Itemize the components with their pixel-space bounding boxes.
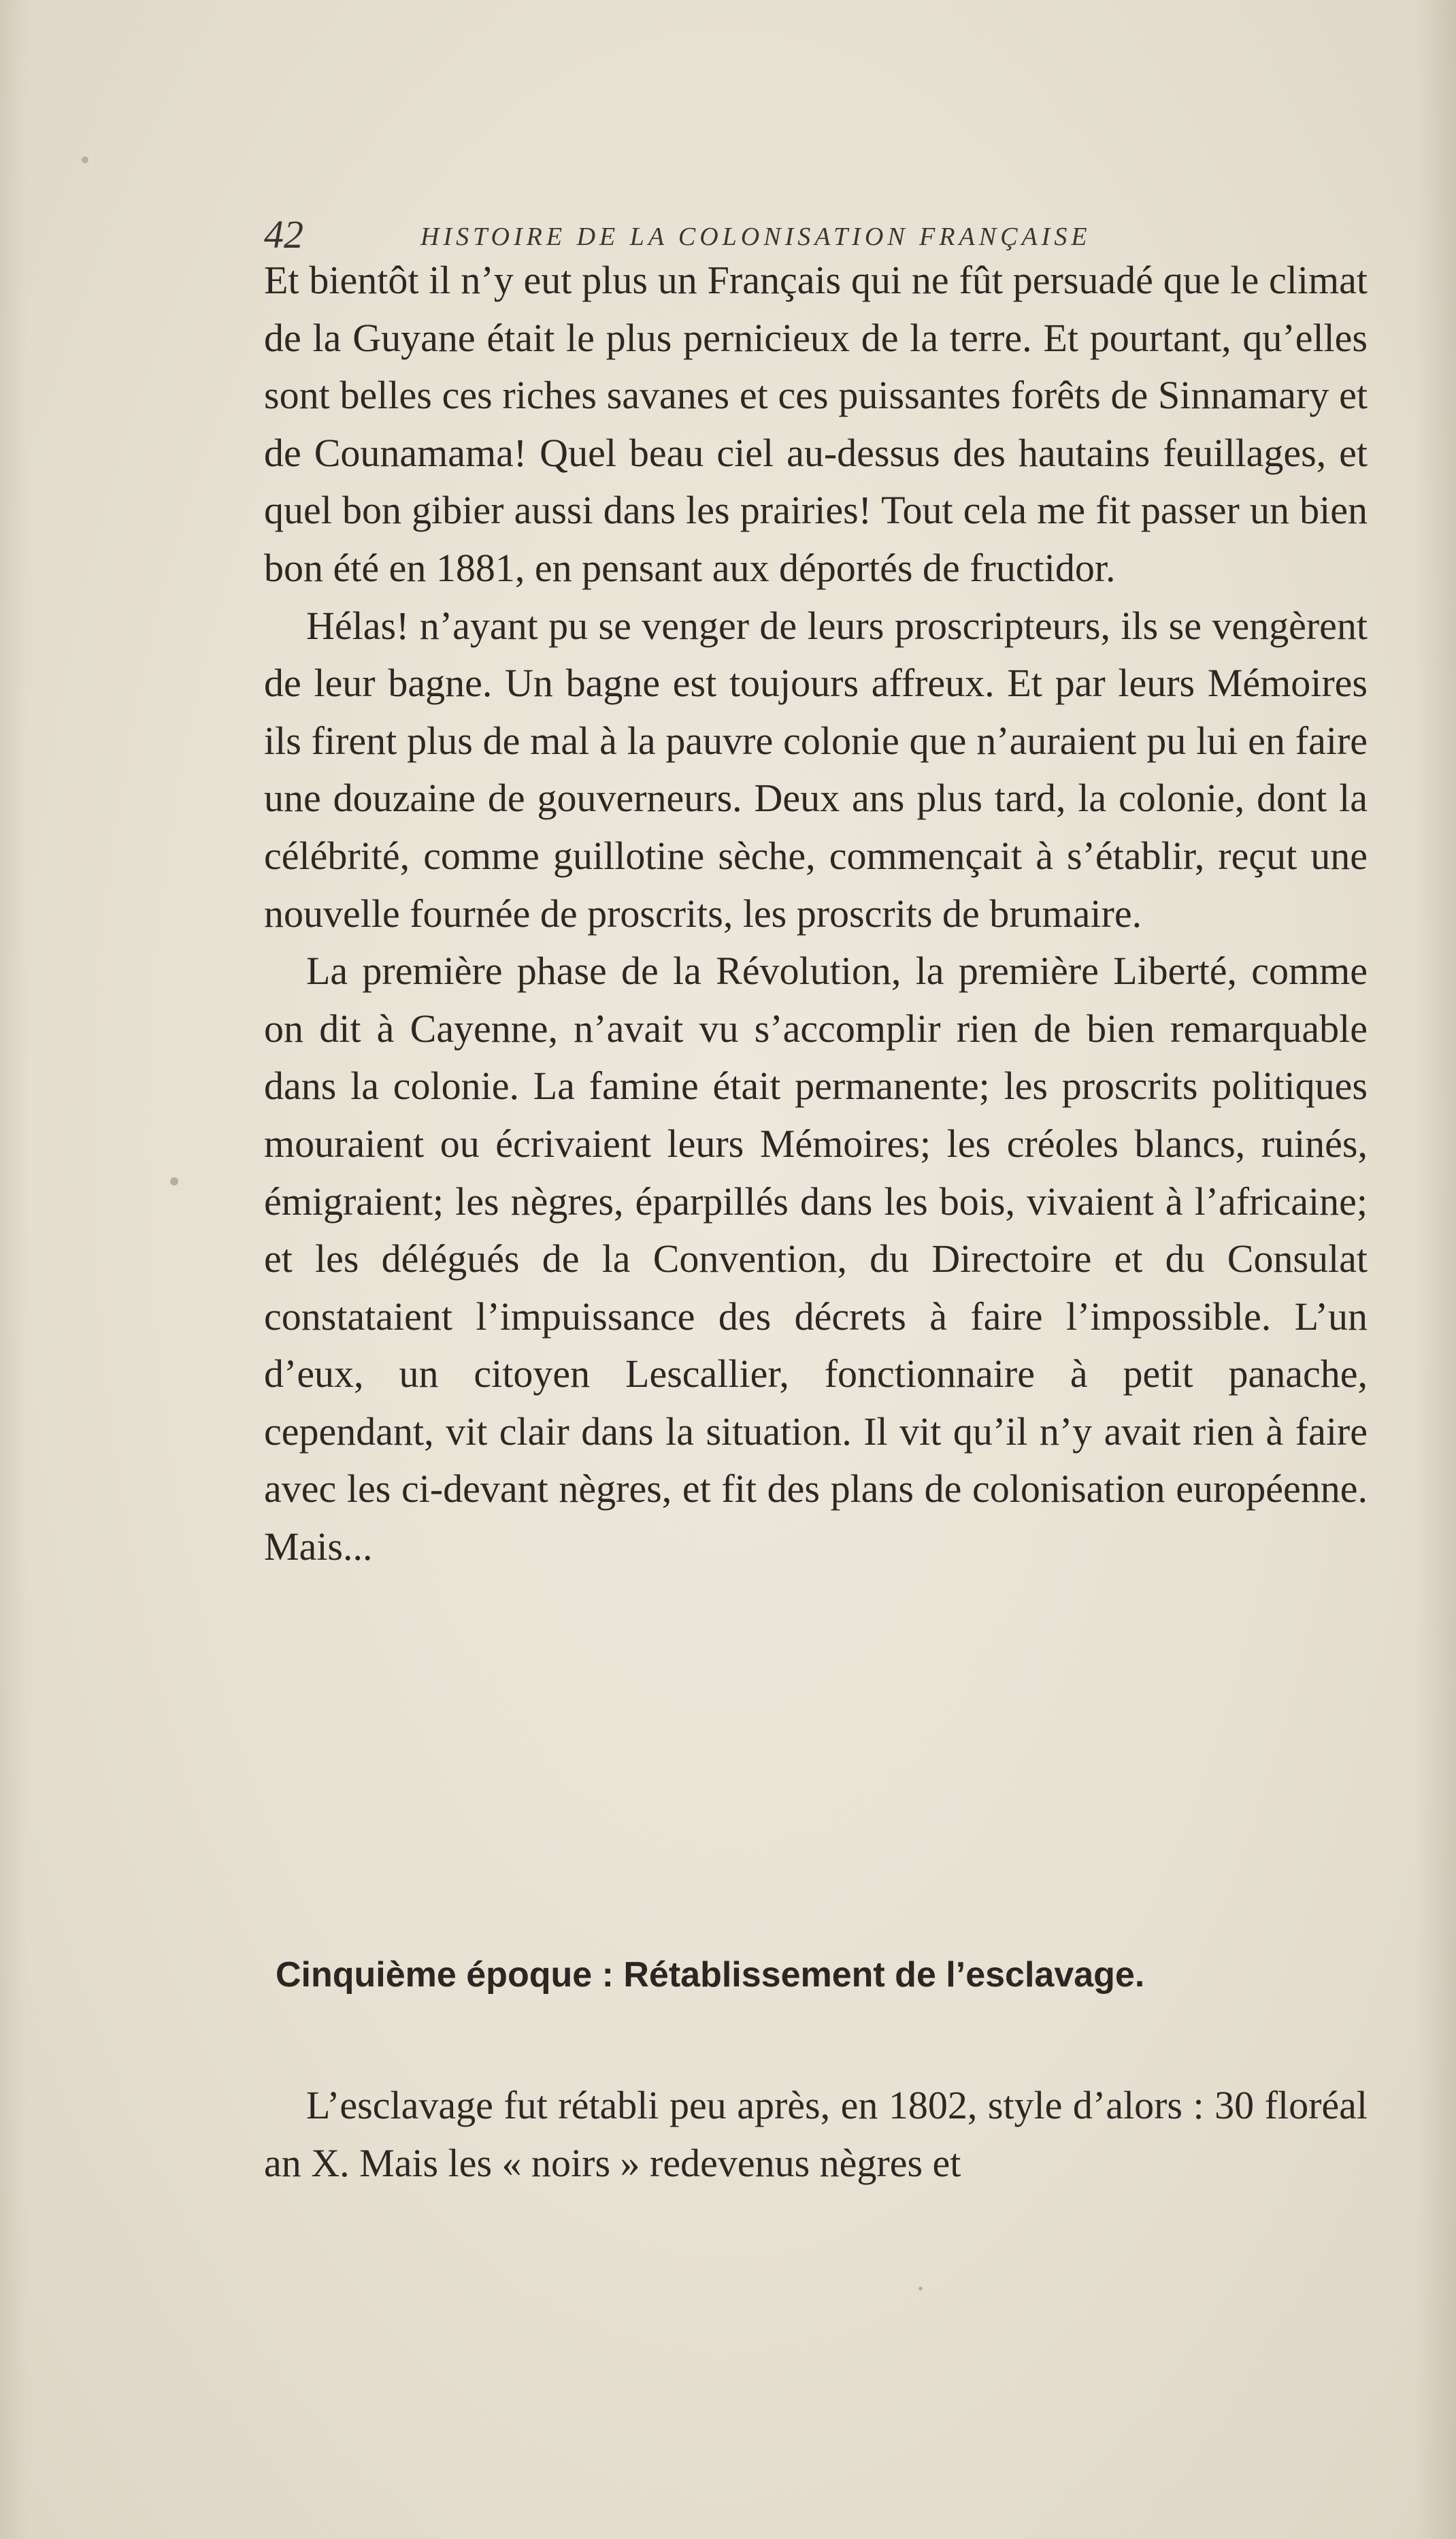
paper-speck [919, 2287, 923, 2291]
paper-speck [170, 1177, 178, 1185]
section-body-text [264, 2077, 1368, 2192]
paper-speck [82, 157, 88, 163]
paragraph: Hélas! n’ayant pu se venger de leurs proscripteurs, ils se vengèrent de leur bagne. Un bagne est toujours affreux. Et par leurs Mémoires ils firent plus de mal à la pauvre colonie que n’auraient pu lui en faire une douzaine de gouverneurs. Deux ans plus tard, la colonie, dont la célébrité, comme guillotine sèche, commençait à s’établir, reçut une nouvelle fournée de proscrits, les proscrits de brumaire. [264, 603, 1368, 936]
paragraph: Et bientôt il n’y eut plus un Français qui ne fût persuadé que le climat de la Guyane était le plus pernicieux de la terre. Et pourtant, qu’elles sont belles ces riches savanes et ces puissantes forêts de Sinnamary et de Counamama! Quel beau ciel au-dessus des hautains feuillages, et quel bon gibier aussi dans les prairies! Tout cela me fit passer un bien bon été en 1881, en pensant aux déportés de fructidor. [264, 258, 1368, 590]
page-number: 42 [264, 212, 303, 257]
page-edge-shadow-left [0, 0, 27, 2539]
paragraph: L’esclavage fut rétabli peu après, en 1802, style d’alors : 30 floréal an X. Mais les « noirs » redevenus nègres et [264, 2083, 1368, 2185]
paragraph: La première phase de la Révolution, la première Liberté, comme on dit à Cayenne, n’avait vu s’accomplir rien de bien remarquable dans la colonie. La famine était permanente; les proscrits politiques mouraient ou écrivaient leurs Mémoires; les créoles blancs, ruinés, émigraient; les nègres, éparpillés dans les bois, vivaient à l’africaine; et les délégués de la Convention, du Directoire et du Consulat constataient l’impuissance des décrets à faire l’impossible. L’un d’eux, un citoyen Lescallier, fonctionnaire à petit panache, cependant, vit clair dans la situation. Il vit qu’il n’y avait rien à faire avec les ci-devant nègres, et fit des plans de colonisation européenne. Mais... [264, 949, 1368, 1569]
section-heading: Cinquième époque : Rétablissement de l’esclavage. [276, 1955, 1145, 1995]
page-edge-shadow-right [1415, 0, 1456, 2539]
body-text [264, 252, 1368, 1576]
running-title: HISTOIRE DE LA COLONISATION FRANÇAISE [420, 223, 1091, 251]
